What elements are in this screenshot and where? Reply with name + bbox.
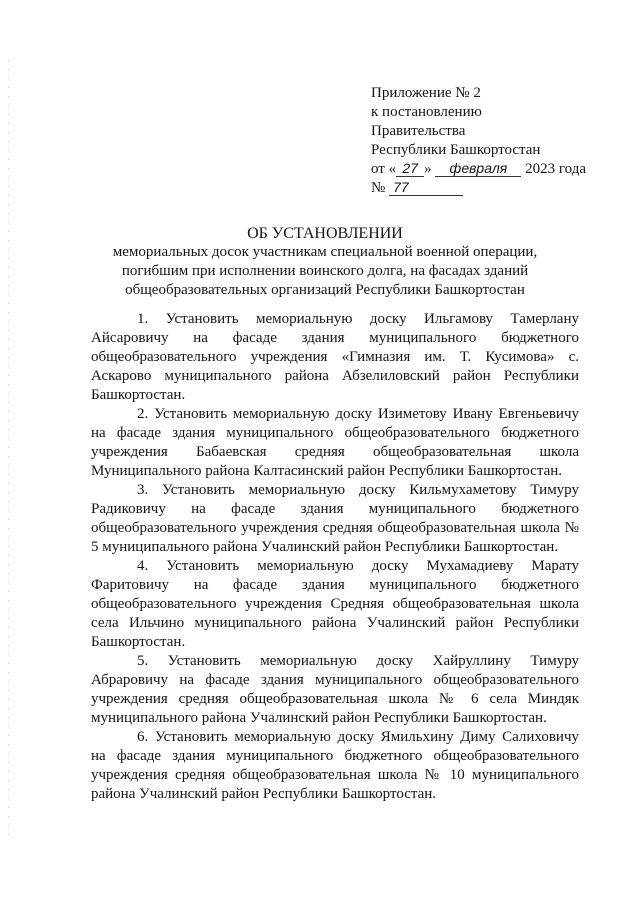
date-year: 2023 года (525, 161, 586, 177)
appendix-number-line (371, 179, 611, 198)
list-item-4: 4. Установить мемориальную доску Мухамадиеву Марату Фаритовичу на фасаде здания муниципального бюджетного общеобразовательного учреждения Средняя общеобразовательная школа села Ильчино муниципального района Учалинский район Республики Башкортостан. (91, 558, 579, 650)
appendix-header (371, 84, 611, 198)
number-value: 77 (389, 180, 463, 196)
list-item-5: 5. Установить мемориальную доску Хайруллину Тимуру Абраровичу на фасаде здания муниципального общеобразовательного учреждения средняя общеобразовательная школа № 6 села Миндяк муниципального района Учалинский район Республики Башкортостан. (91, 653, 579, 726)
date-month: февраля (435, 161, 521, 177)
appendix-line-1: Приложение № 2 (371, 85, 481, 101)
binding-margin (8, 60, 9, 840)
list-item-6: 6. Установить мемориальную доску Ямильхину Диму Салиховичу на фасаде здания муниципального бюджетного общеобразовательного учреждения средняя общеобразовательная школа № 10 муниципального района Учалинский район Республики Башкортостан. (91, 729, 579, 802)
date-prefix: от « (371, 161, 397, 177)
date-day: 27 (396, 161, 424, 177)
document-body (91, 310, 579, 804)
title-sub-1: мемориальных досок участникам специальной военной операции, (112, 244, 538, 260)
title-sub-3: общеобразовательных организаций Республики Башкортостан (125, 282, 525, 298)
appendix-line-4: Республики Башкортостан (371, 142, 541, 158)
title-sub-2: погибшим при исполнении воинского долга, на фасадах зданий (121, 263, 529, 279)
list-item-1: 1. Установить мемориальную доску Ильгамову Тамерлану Айсаровичу на фасаде здания муниципального бюджетного общеобразовательного учреждения «Гимназия им. Т. Кусимова» с. Аскарово муниципального района Абзелиловский район Республики Башкортостан. (91, 311, 579, 403)
title-main: ОБ УСТАНОВЛЕНИИ (247, 225, 403, 242)
appendix-line-2: к постановлению (371, 104, 482, 120)
appendix-date-line (371, 160, 611, 179)
date-mid: » (424, 161, 432, 177)
document-title (70, 224, 580, 300)
appendix-line-3: Правительства (371, 123, 466, 139)
list-item-2: 2. Установить мемориальную доску Изиметову Ивану Евгеньевичу на фасаде здания муниципального общеобразовательного бюджетного учреждения Бабаевская средняя общеобразовательная школа Муниципального района Калтасинский район Республики Башкортостан. (91, 406, 579, 479)
list-item-3: 3. Установить мемориальную доску Кильмухаметову Тимуру Радиковичу на фасаде здания муниципального бюджетного общеобразовательного учреждения средняя общеобразовательная школа № 5 муниципального района Учалинский район Республики Башкортостан. (91, 482, 579, 555)
number-prefix: № (371, 180, 386, 196)
